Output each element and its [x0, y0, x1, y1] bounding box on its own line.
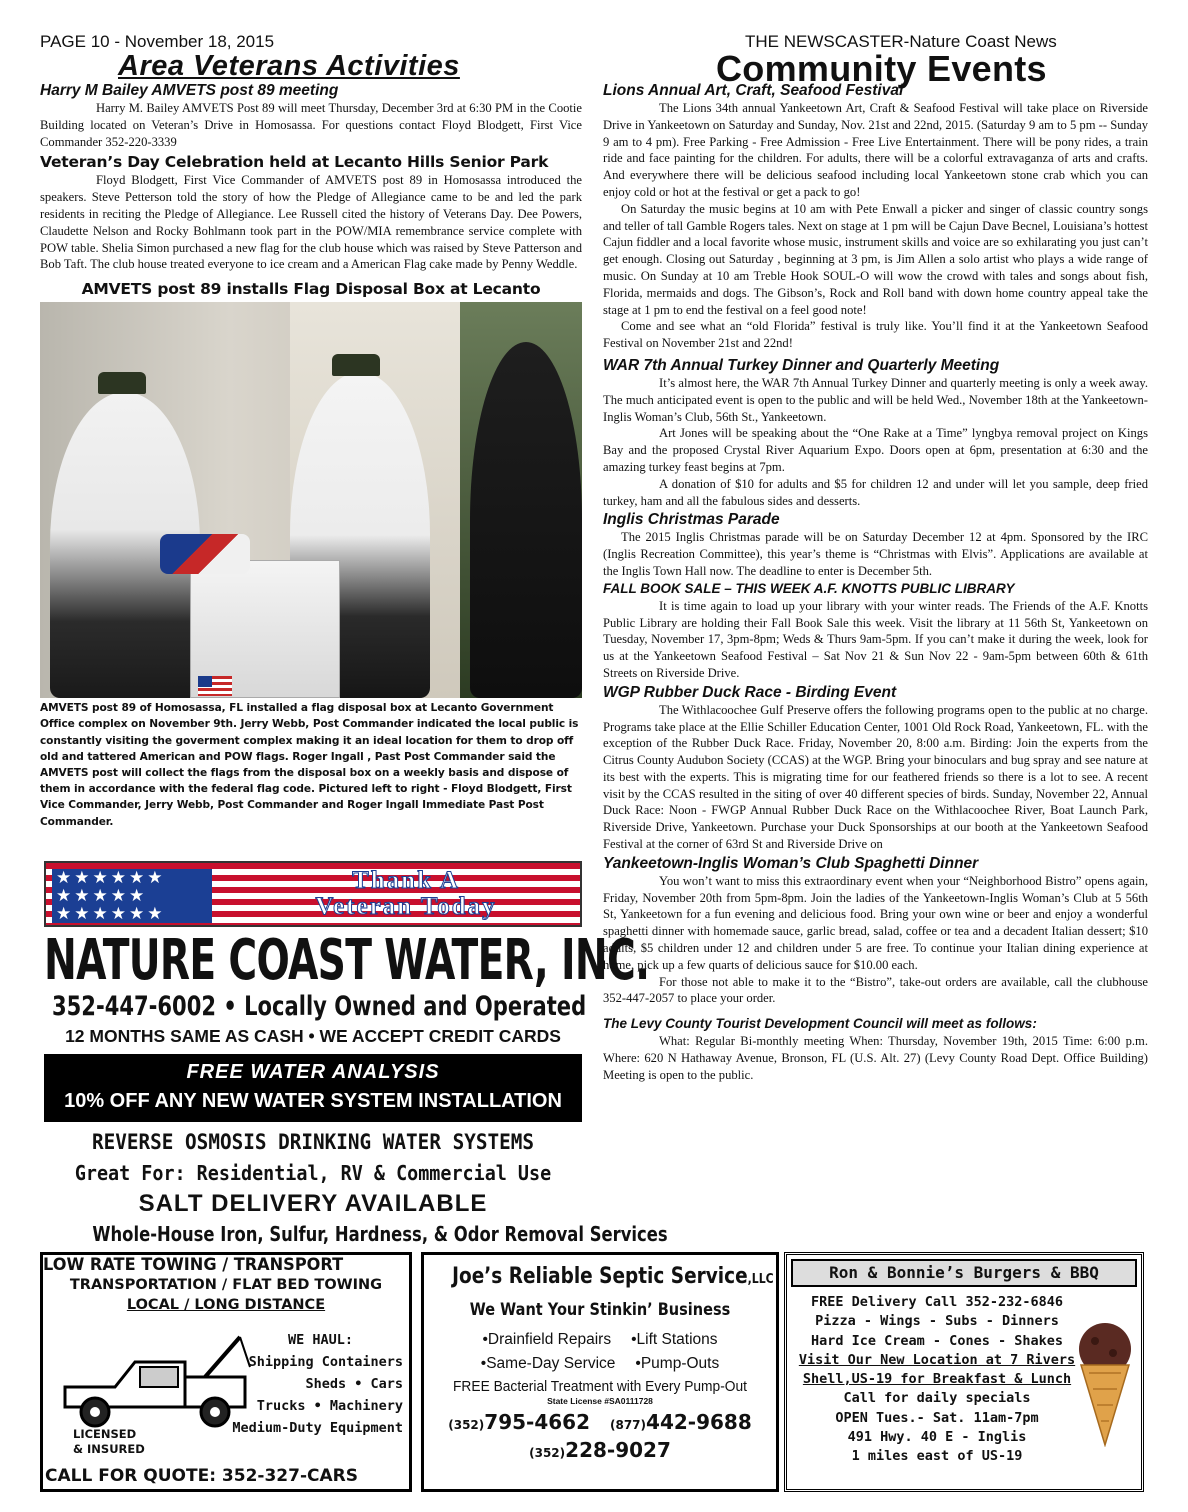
- bbq-line: 1 miles east of US-19: [851, 1448, 1023, 1465]
- article-body-spaghetti-2: For those not able to make it to the “Bistro”, take-out orders are available, call the clubhouse 352-447-2057 to place your order.: [603, 974, 1148, 1006]
- septic-service: •Pump-Outs: [635, 1355, 720, 1372]
- article-body-war-1: It’s almost here, the WAR 7th Annual Turkey Dinner and quarterly meeting is only a week away. The much anticipated event is open to the public and will be held Wed., November 18th at the Yankeetown-Inglis Woman’s Club, 56th St., Yankeetown.: [603, 375, 1148, 424]
- septic-title: [452, 1261, 774, 1296]
- septic-phone-2-number: 442-9688: [646, 1410, 752, 1434]
- tow-call-for-quote: CALL FOR QUOTE: 352-327-CARS: [45, 1466, 358, 1486]
- water-great-for: Great For: Residential, RV & Commercial Use: [74, 1161, 552, 1185]
- article-title-christmas-parade: Inglis Christmas Parade: [603, 511, 780, 529]
- tow-licensed: [73, 1427, 145, 1457]
- bbq-title: Ron & Bonnie’s Burgers & BBQ: [791, 1259, 1137, 1287]
- photo-cap: [332, 354, 380, 376]
- folded-flag: [160, 534, 250, 574]
- bbq-info: [787, 1293, 1087, 1467]
- article-title-duck-race: WGP Rubber Duck Race - Birding Event: [603, 683, 897, 701]
- septic-ad: [421, 1252, 779, 1492]
- septic-phone-1-number: 795-4662: [484, 1410, 590, 1434]
- article-title-spaghetti-dinner: Yankeetown-Inglis Woman’s Club Spaghetti Dinner: [603, 854, 979, 872]
- septic-llc: ,LLC: [747, 1272, 774, 1287]
- article-body-lions-festival-3: Come and see what an “old Florida” festival is truly like. You’ll find it at the Yankeetown Seafood Festival on November 21st and 22nd!: [603, 319, 1148, 351]
- septic-license: State License #SA0111728: [547, 1396, 653, 1406]
- bbq-line: Hard Ice Cream - Cones - Shakes: [811, 1332, 1063, 1349]
- banner-line-2: Veteran Today: [315, 893, 497, 920]
- article-body-levy-county: What: Regular Bi-monthly meeting When: Thursday, November 19th, 2015 Time: 6:00 p.m. Where: 620 N Hathaway Avenue, Bronson, FL (U.S. Alt. 27) (Levy County Road Dept. Office Building) Meeting is open to the public.: [603, 1034, 1148, 1082]
- stars-icon: ★★★★★★ ★★★★★ ★★★★★★: [52, 869, 212, 923]
- section-title-community: Community Events: [716, 48, 1047, 89]
- septic-phone-2-area: (877): [610, 1418, 647, 1432]
- septic-services-row-2: [424, 1352, 776, 1376]
- tow-headline: LOW RATE TOWING / TRANSPORT: [43, 1255, 344, 1275]
- septic-phones: [424, 1409, 776, 1438]
- bbq-line: Call for daily specials: [843, 1390, 1031, 1407]
- bbq-line: Visit Our New Location at 7 Rivers: [798, 1351, 1076, 1368]
- article-body-christmas-parade: The 2015 Inglis Christmas parade will be on Saturday December 12 at 4pm. Sponsored by the IRC (Inglis Recreation Committee), this year’s theme is “Christmas with Elvis”. Applications are available at the Inglis Town Hall now. The deadline to enter is December 5th.: [603, 530, 1148, 578]
- article-title-flag-box: AMVETS post 89 installs Flag Disposal Box at Lecanto: [81, 280, 541, 299]
- article-title-levy-county: The Levy County Tourist Development Council will meet as follows:: [603, 1016, 1037, 1032]
- water-whole-house: Whole-House Iron, Sulfur, Hardness, & Odor Removal Services: [92, 1222, 668, 1246]
- bbq-line: Shell,US-19 for Breakfast & Lunch: [802, 1371, 1072, 1388]
- tow-haul-item: Sheds • Cars: [305, 1376, 403, 1392]
- septic-phone-1-area: (352): [448, 1418, 485, 1432]
- article-body-duck-race: The Withlacoochee Gulf Preserve offers the following programs open to the public at no charge. Programs take place at the Ellie Schiller Education Center, 1001 Old Rock Road, Yankeetown, FL. with the exception of the Rubber Duck Race. Friday, November 20, 8:00 a.m. Birding: Join the experts from the Citrus County Audubon Society (CCAS) at the WGP. Bring your binoculars and bug spray and see nature at its best with the experts. This is migrating time for our feathered friends so there is a lot to see. A recent visit by the CCAS resulted in the siting of over 40 different species of birds. Sunday, November 22, Annual Duck Race: Noon - FWGP Annual Rubber Duck Race on the Withlacoochee River, Boat Launch Park, Riverside Drive, Yankeetown. Purchase your Duck Sponsorships at our booth at the Yankeetown Seafood Festival at the corner of 63rd St and Riverside Drive on: [603, 702, 1148, 852]
- amvets-photo: [40, 302, 582, 698]
- septic-phone-3-number: 228-9027: [565, 1438, 671, 1462]
- water-salt-delivery: SALT DELIVERY AVAILABLE: [138, 1190, 488, 1217]
- banner-line-1: Thank A: [352, 867, 460, 894]
- tow-distance: LOCAL / LONG DISTANCE: [126, 1297, 326, 1313]
- water-offer-box: [44, 1054, 582, 1122]
- septic-free-bacterial: FREE Bacterial Treatment with Every Pump-Out: [453, 1379, 747, 1395]
- article-title-veterans-day: Veteran’s Day Celebration held at Lecanto Hills Senior Park: [40, 153, 549, 172]
- tow-licensed-line1: LICENSED: [73, 1427, 137, 1441]
- article-body-lions-festival-1: The Lions 34th annual Yankeetown Art, Craft & Seafood Festival will take place on Riverside Drive in Yankeetown on Saturday and Sunday, Nov. 21st and 22nd, 2015. (Saturday 9 am to 5 pm -- Sunday 9 am to 4 pm). Free Parking - Free Admission - Free Live Entertainment. There will be pony rides, a train ride and face painting for the children. For adults, there will be a colorful extravaganza of arts and crafts. And everywhere there will be delicious seafood including local Yankeetown stone crab which you can enjoy cold or hot at the festival or get a pack to go!: [603, 101, 1148, 199]
- tow-subheadline: TRANSPORTATION / FLAT BED TOWING: [69, 1277, 383, 1293]
- photo-caption: AMVETS post 89 of Homosassa, FL installed a flag disposal box at Lecanto Government Office complex on November 9th. Jerry Webb, Post Commander indicated the local public is constantly visiting the goverment complex making it an ideal location for them to drop off old and tattered American and POW flags. Roger Ingall , Past Post Commander said the AMVETS post will collect the flags from the disposal box on a weekly basis and dispose of them in accordance with the federal flag code. Pictured left to right - Floyd Blodgett, First Vice Commander, Jerry Webb, Post Commander and Roger Ingall Immediate Past Post Commander.: [40, 702, 579, 828]
- article-body-war-3: A donation of $10 for adults and $5 for children 12 and under will let you sample, deep fried turkey, ham and all the fabulous sides and desserts.: [603, 476, 1148, 508]
- article-title-book-sale: FALL BOOK SALE – THIS WEEK A.F. KNOTTS PUBLIC LIBRARY: [603, 580, 1015, 596]
- tow-haul-item: Medium-Duty Equipment: [232, 1420, 403, 1436]
- nature-coast-water-ad: [44, 928, 668, 1246]
- water-financing: 12 MONTHS SAME AS CASH • WE ACCEPT CREDIT CARDS: [65, 1026, 561, 1046]
- article-body-lions-festival-2: On Saturday the music begins at 10 am with Pete Enwall a picker and singer of classic country songs and teller of tall Gamble Rogers tales. Next on stage at 1 pm will be Cajun Dave Becnel, Louisiana’s hottest Cajun fiddler and a local favorite whose music, instrument skills and voice are so exhilarating you just can’t get enough. Closing out Saturday , beginning at 3 pm, is Jim Allen a solo artist who plays a wide range of music. On Sunday at 10 am Treble Hook SOUL-O will wow the crowd with tales and songs about fish, Florida, mermaids and dogs. The Gibson’s, Rock and Roll band with down home country appeal take the stage at 1 pm to end the festival on a feel good note!: [603, 201, 1148, 317]
- bbq-line: FREE Delivery Call 352-232-6846: [811, 1294, 1063, 1310]
- tow-haul-list: [213, 1329, 403, 1439]
- septic-services-row-1: [424, 1328, 776, 1352]
- burgers-bbq-ad: [784, 1252, 1144, 1492]
- bbq-line: OPEN Tues.- Sat. 11am-7pm: [835, 1409, 1039, 1426]
- water-company-name: NATURE COAST WATER, INC.: [44, 928, 650, 993]
- article-title-lions-festival: Lions Annual Art, Craft, Seafood Festival: [603, 82, 904, 99]
- septic-tagline: We Want Your Stinkin’ Business: [469, 1300, 731, 1319]
- tow-licensed-line2: & INSURED: [73, 1442, 145, 1456]
- septic-phone-1: [448, 1409, 590, 1438]
- bbq-line: 491 Hwy. 40 E - Inglis: [847, 1429, 1027, 1446]
- article-body-book-sale: It is time again to load up your library with your winter reads. The Friends of the A.F. Knotts Public Library are holding their Fall Book Sale this week. Visit the library at 11 56th St, Yankeetown on Tuesday, November 17, 3pm-8pm; Weds & Thurs 9am-5pm. If you can’t make it during the week, look for us at the Yankeetown Seafood Festival – Sat Nov 21 & Sun Nov 22 - 9am-5pm between 60th & 61th Streets on Riverside Drive.: [603, 598, 1148, 680]
- ice-cream-cone-icon: [1075, 1317, 1135, 1447]
- left-column: [40, 82, 582, 830]
- septic-service: •Drainfield Repairs: [482, 1331, 612, 1348]
- article-body-veterans-day: Floyd Blodgett, First Vice Commander of AMVETS post 89 in Homosassa introduced the speakers. Steve Petterson told the story of how the Pledge of Allegiance came to be and led the park residents in reciting the Pledge of Allegiance. Lee Russell cited the history of Veterans Day. Dee Powers, Claudette Nelson and Rocky Bohlmann took part in the POW/MIA remembrance service complete with POW table. Shelia Simon purchased a new flag for the club house which was raised by Steve Patterson and Bob Taft. The club house treated everyone to ice cream and a American Flag cake made by Penny Weddle.: [40, 173, 582, 272]
- septic-service: •Same-Day Service: [480, 1355, 616, 1372]
- septic-phone-3: [424, 1438, 776, 1465]
- thank-a-veteran-banner: [44, 861, 582, 927]
- article-body-amvets-meeting: Harry M. Bailey AMVETS Post 89 will meet Thursday, December 3rd at 6:30 PM in the Cootie Building located on Veteran’s Drive in Homosassa. For questions contact Floyd Blodgett, First Vice Commander 352-220-3339: [40, 101, 582, 149]
- publication-name: THE NEWSCASTER-Nature Coast News: [745, 32, 1057, 51]
- septic-title-text: Joe’s Reliable Septic Service: [452, 1264, 748, 1289]
- tow-haul-item: Trucks • Machinery: [256, 1398, 403, 1414]
- septic-phone-3-area: (352): [529, 1446, 566, 1460]
- article-body-war-2: Art Jones will be speaking about the “One Rake at a Time” lyngbya removal project on Kings Bay and the proposed Crystal River Aquarium Expo. Doors open at 6pm, presentation at 6:30 and the amazing turkey feast begins at 7pm.: [603, 426, 1148, 474]
- towing-ad: [40, 1252, 412, 1492]
- septic-service: •Lift Stations: [631, 1331, 718, 1348]
- article-title-amvets-meeting: Harry M Bailey AMVETS post 89 meeting: [40, 82, 339, 99]
- tow-haul-item: Shipping Containers: [248, 1354, 403, 1370]
- water-ro-systems: REVERSE OSMOSIS DRINKING WATER SYSTEMS: [91, 1130, 535, 1154]
- article-title-war-turkey-dinner: WAR 7th Annual Turkey Dinner and Quarterly Meeting: [603, 356, 1000, 374]
- photo-cap: [98, 372, 146, 394]
- photo-person-ingall: [470, 342, 582, 698]
- section-title-veterans: Area Veterans Activities: [118, 50, 460, 82]
- water-discount: 10% OFF ANY NEW WATER SYSTEM INSTALLATION: [64, 1090, 562, 1112]
- article-body-spaghetti-1: You won’t want to miss this extraordinary event when your “Neighborhood Bistro” opens again, Friday, November 20th from 5pm-8pm. Join the ladies of the Yankeetown-Inglis Woman’s Club at 5 56th St, Yankeetown for a fun evening and delicious food. Bring your own wine or beer and enjoy a wonderful spaghetti dinner with homemade sauce, garlic bread, salad, coffee or tea and a decadent Italian dessert; $10 adults, $5 children under 12 and children under 5 are free. To continue your Italian dining experience at home, pick up a few quarts of delicious sauce for $10.00 each.: [603, 873, 1148, 972]
- flag-decal-icon: [198, 676, 232, 696]
- bbq-line: Pizza - Wings - Subs - Dinners: [815, 1313, 1059, 1330]
- tow-haul-title: WE HAUL:: [287, 1332, 353, 1348]
- water-phone: 352-447-6002 • Locally Owned and Operated: [52, 991, 587, 1022]
- right-column: [603, 82, 1148, 1084]
- page-number-date: PAGE 10 - November 18, 2015: [40, 32, 275, 51]
- septic-phone-2: [610, 1409, 752, 1438]
- water-free-analysis: FREE WATER ANALYSIS: [186, 1061, 440, 1083]
